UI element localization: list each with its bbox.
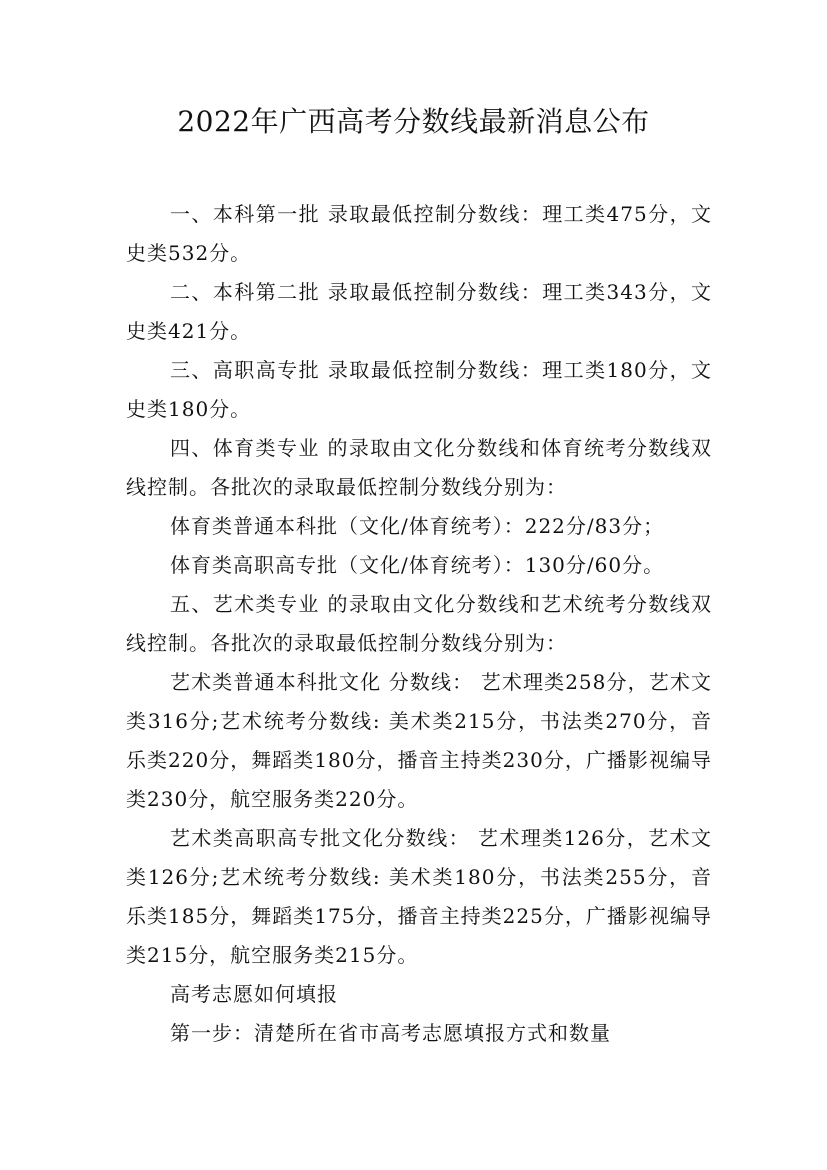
paragraph-arts-vocational: 艺术类高职高专批文化分数线： 艺术理类126分，艺术文类126分;艺术统考分数线: 美术类180分，书法类255分，音乐类185分，舞蹈类175分，播音主持类225分，广播影视编导类215分，航空服务类215分。 xyxy=(126,826,712,967)
paragraph-batch-1: 一、本科第一批 录取最低控制分数线：理工类475分，文史类532分。 xyxy=(126,202,712,265)
paragraph-sports-undergrad: 体育类普通本科批（文化/体育统考）：222分/83分； xyxy=(170,514,665,538)
paragraph-arts-undergrad: 艺术类普通本科批文化 分数线： 艺术理类258分，艺术文类316分;艺术统考分数线: 美术类215分，书法类270分，音乐类220分，舞蹈类180分，播音主持类230分，广播影视编导类230分，航空服务类220分。 xyxy=(126,670,712,811)
paragraph-batch-2: 二、本科第二批 录取最低控制分数线：理工类343分，文史类421分。 xyxy=(126,280,712,343)
section-heading-application: 高考志愿如何填报 xyxy=(170,982,338,1006)
paragraph-vocational: 三、高职高专批 录取最低控制分数线：理工类180分，文史类180分。 xyxy=(126,358,712,421)
document-body xyxy=(126,195,712,1053)
paragraph-step-1: 第一步：清楚所在省市高考志愿填报方式和数量 xyxy=(170,1021,611,1045)
page-title: 2022年广西高考分数线最新消息公布 xyxy=(177,105,650,138)
paragraph-sports-vocational: 体育类高职高专批（文化/体育统考）：130分/60分。 xyxy=(170,553,665,577)
paragraph-sports-intro: 四、体育类专业 的录取由文化分数线和体育统考分数线双线控制。各批次的录取最低控制分数线分别为： xyxy=(126,436,712,499)
paragraph-arts-intro: 五、艺术类专业 的录取由文化分数线和艺术统考分数线双线控制。各批次的录取最低控制分数线分别为： xyxy=(126,592,712,655)
